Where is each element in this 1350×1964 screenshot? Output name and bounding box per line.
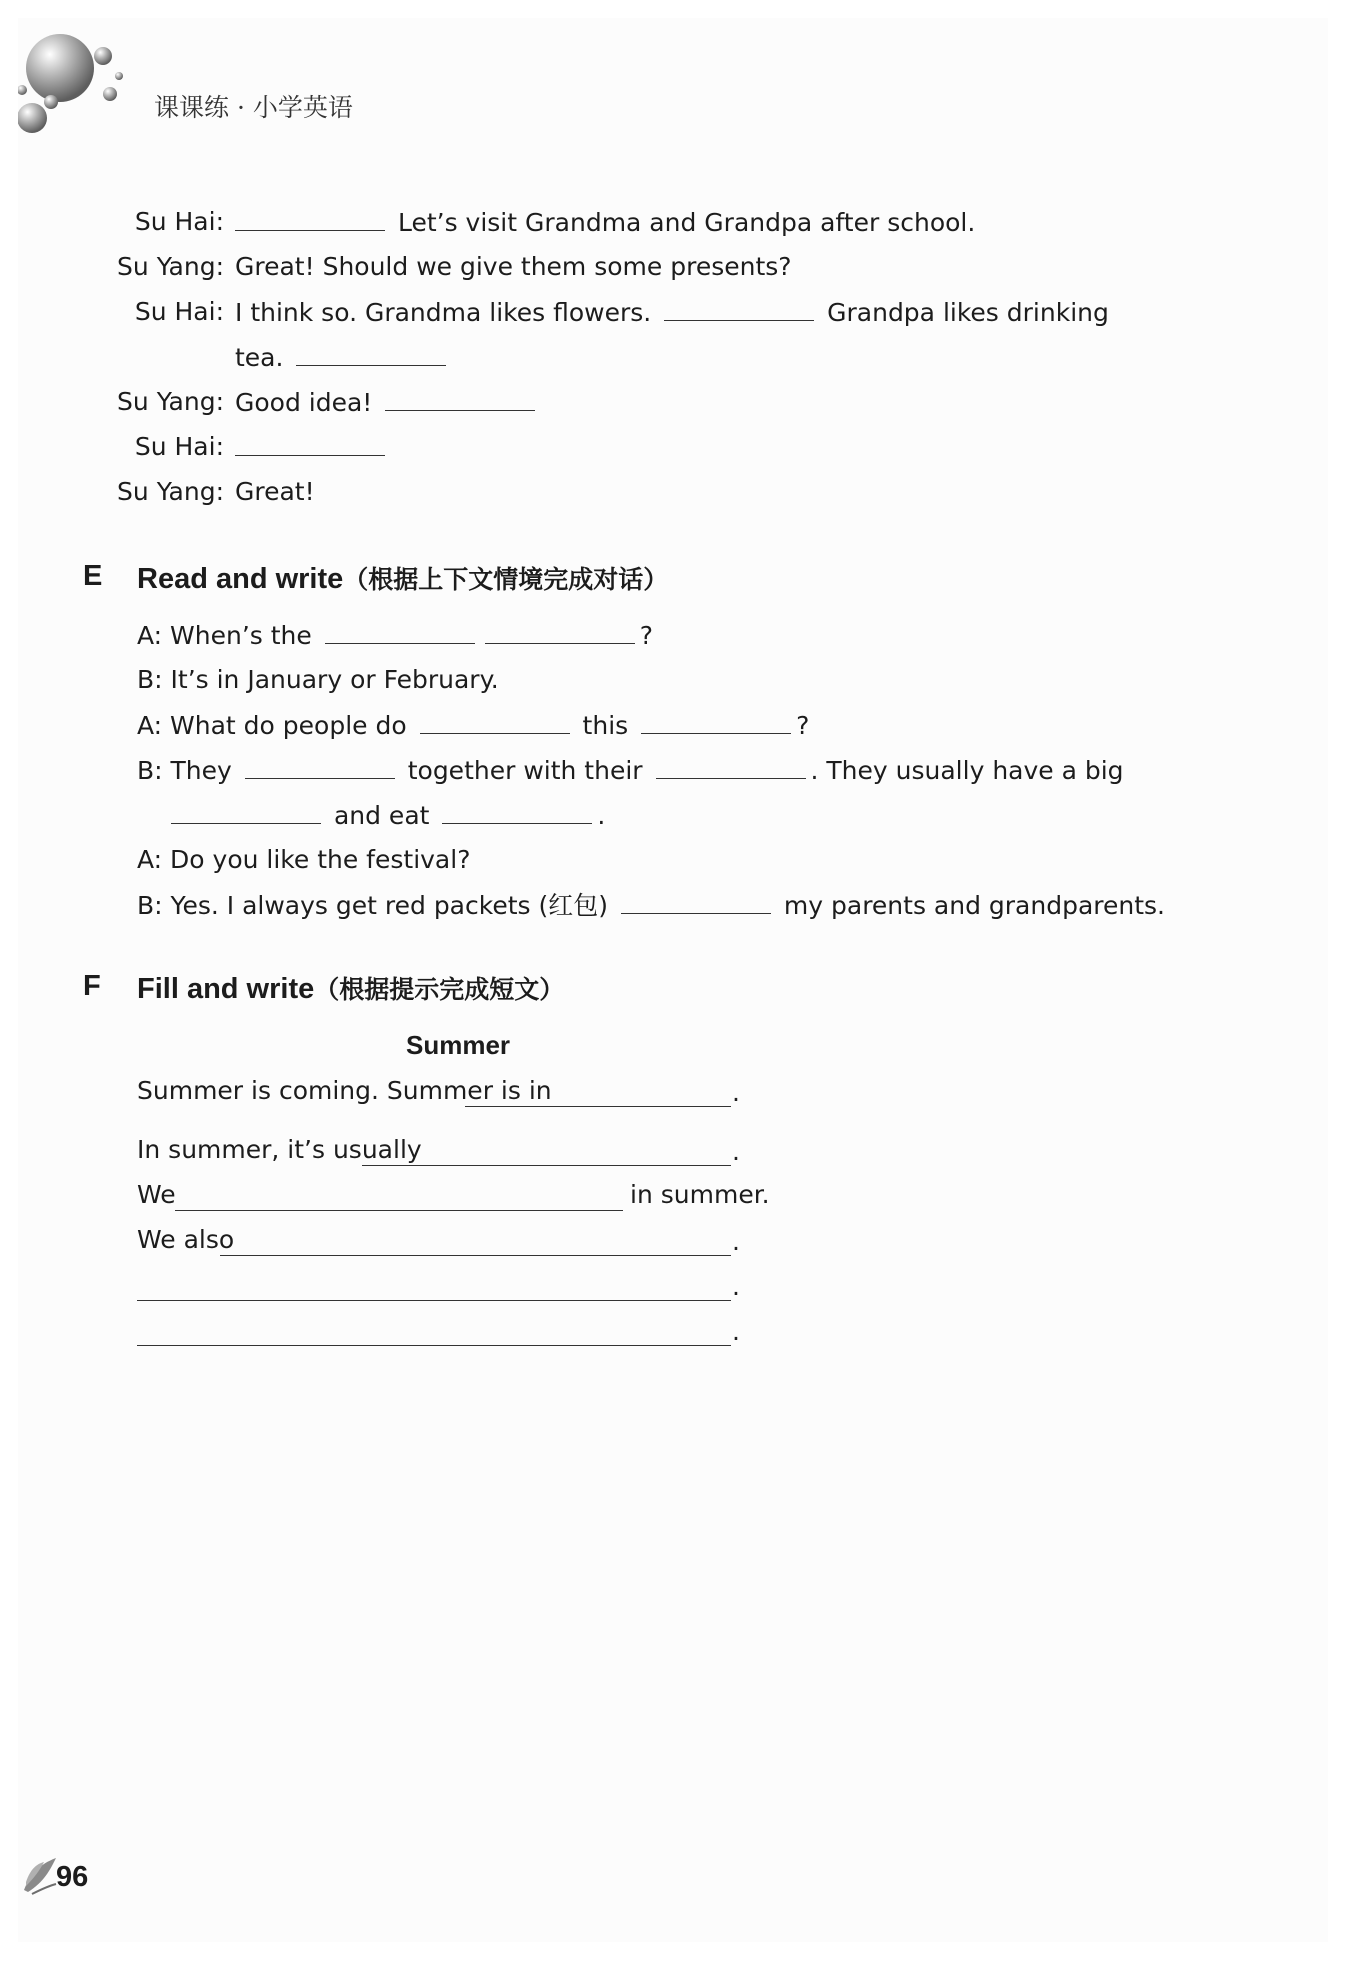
- passage-line-1: Summer is coming. Summer is in: [137, 1076, 552, 1105]
- answer-blank[interactable]: [420, 709, 570, 734]
- answer-blank[interactable]: [296, 341, 446, 366]
- passage-line-2: In summer, it’s usually: [137, 1135, 422, 1164]
- answer-line[interactable]: [175, 1210, 623, 1211]
- workbook-page: [18, 18, 1328, 1942]
- dialogue-line: B: They together with their . They usually have a big: [137, 756, 1124, 785]
- dialogue-line: [230, 431, 390, 464]
- passage-line-3: We: [137, 1180, 176, 1209]
- dialogue-line: B: It’s in January or February.: [137, 665, 499, 694]
- period: .: [732, 1272, 740, 1301]
- speaker-label: Su Yang:: [117, 387, 224, 416]
- answer-blank[interactable]: [171, 799, 321, 824]
- speaker-label: Su Hai:: [134, 432, 224, 461]
- dialogue-line: A: What do people do this ?: [137, 711, 810, 740]
- section-letter: E: [83, 560, 103, 592]
- period: .: [732, 1078, 740, 1107]
- dialogue-line: Great! Should we give them some presents?: [235, 252, 792, 281]
- header-title: 课课练 · 小学英语: [154, 93, 353, 122]
- answer-line[interactable]: [137, 1345, 731, 1346]
- dialogue-line: A: Do you like the festival?: [137, 845, 471, 874]
- dialogue-line: I think so. Grandma likes flowers. Grandpa likes drinking: [235, 298, 1109, 327]
- answer-blank[interactable]: [656, 754, 806, 779]
- speaker-label: Su Hai:: [134, 297, 224, 326]
- bubbles-logo-icon: [18, 32, 128, 152]
- dialogue-line: Let’s visit Grandma and Grandpa after school.: [230, 206, 975, 239]
- answer-line[interactable]: [220, 1255, 731, 1256]
- passage-line-4: We also: [137, 1225, 235, 1254]
- answer-line[interactable]: [465, 1106, 731, 1107]
- answer-blank[interactable]: [664, 296, 814, 321]
- answer-blank[interactable]: [641, 709, 791, 734]
- answer-blank[interactable]: [485, 619, 635, 644]
- page-number: 96: [56, 1861, 89, 1893]
- dialogue-line: Good idea!: [235, 386, 540, 419]
- passage-title: Summer: [406, 1030, 511, 1060]
- dialogue-line: B: Yes. I always get red packets (红包) my parents and grandparents.: [137, 891, 1165, 920]
- section-title: Read and write（根据上下文情境完成对话）: [137, 563, 669, 595]
- dialogue-line: A: When’s the ?: [137, 621, 654, 650]
- answer-line[interactable]: [362, 1165, 731, 1166]
- period: .: [732, 1227, 740, 1256]
- speaker-label: Su Yang:: [117, 477, 224, 506]
- section-letter: F: [83, 970, 101, 1002]
- answer-blank[interactable]: [235, 206, 385, 231]
- answer-blank[interactable]: [442, 799, 592, 824]
- section-title: Fill and write（根据提示完成短文）: [137, 973, 565, 1005]
- period: .: [732, 1137, 740, 1166]
- passage-line-3-end: in summer.: [630, 1180, 770, 1209]
- answer-blank[interactable]: [385, 386, 535, 411]
- answer-line[interactable]: [137, 1300, 731, 1301]
- dialogue-line: and eat .: [166, 799, 605, 832]
- answer-blank[interactable]: [621, 889, 771, 914]
- dialogue-line: tea.: [235, 341, 451, 374]
- dialogue-line: Great!: [235, 477, 315, 506]
- answer-blank[interactable]: [325, 619, 475, 644]
- speaker-label: Su Yang:: [117, 252, 224, 281]
- speaker-label: Su Hai:: [134, 207, 224, 236]
- answer-blank[interactable]: [235, 431, 385, 456]
- leaf-icon: [22, 1856, 58, 1896]
- period: .: [732, 1317, 740, 1346]
- answer-blank[interactable]: [245, 754, 395, 779]
